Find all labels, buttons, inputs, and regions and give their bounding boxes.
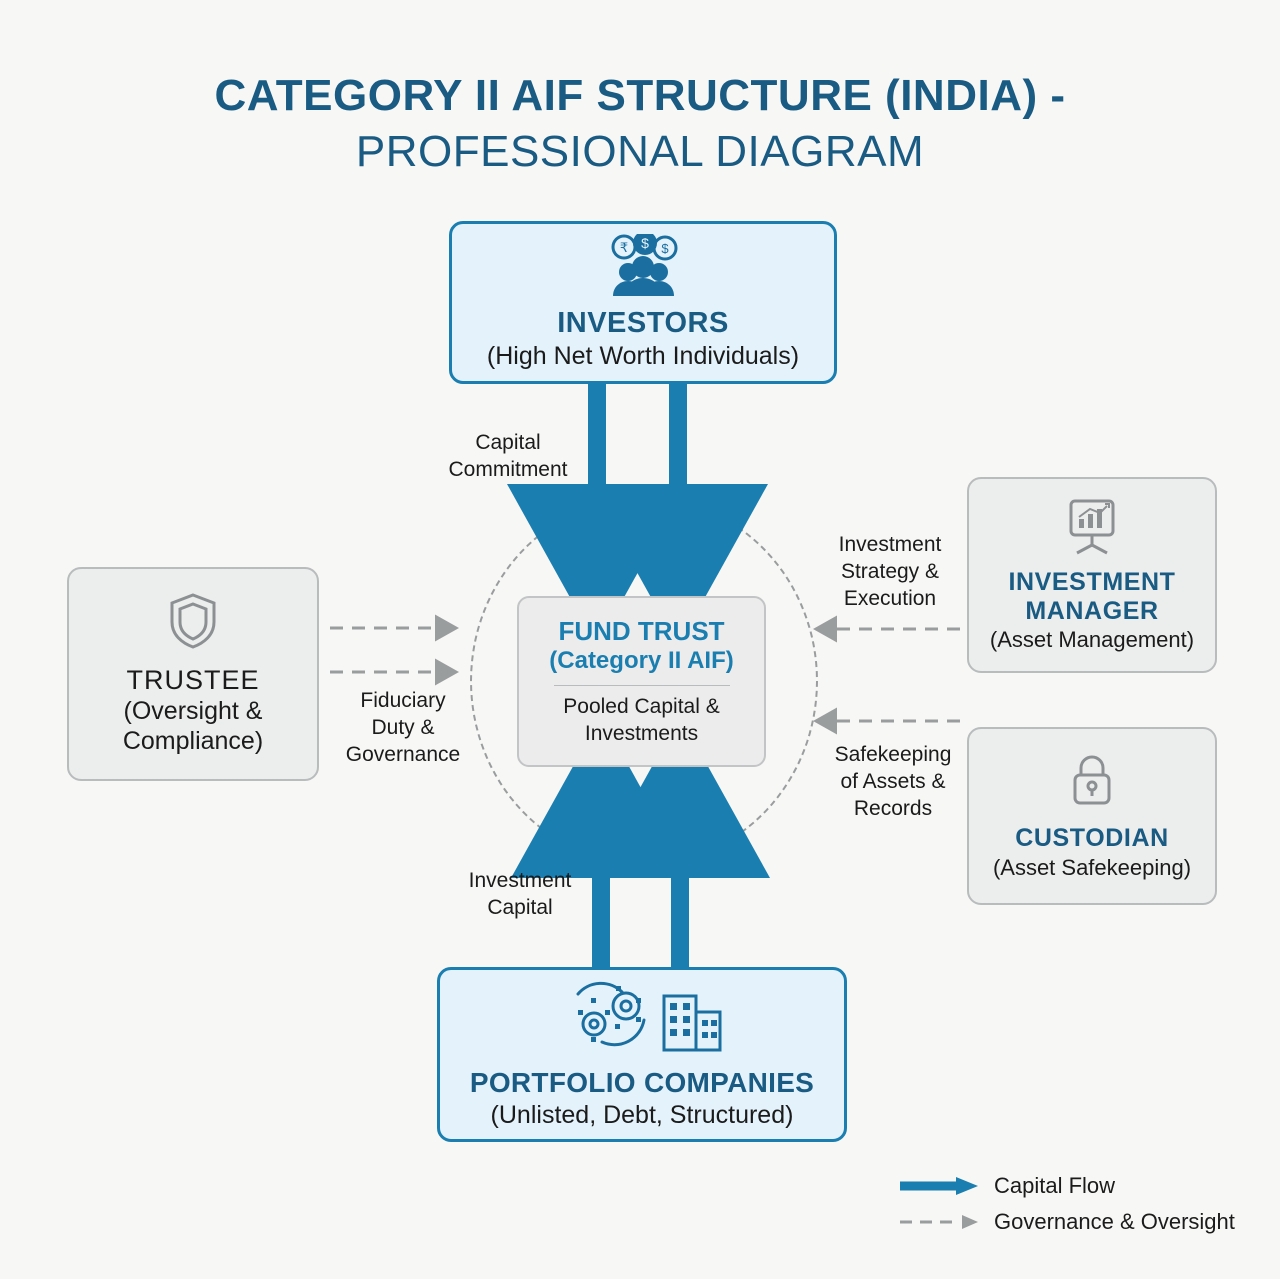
investors-title: INVESTORS (557, 307, 729, 339)
node-trustee[interactable] (67, 567, 319, 781)
chart-presentation-icon (1059, 497, 1125, 562)
custodian-subtitle: (Asset Safekeeping) (992, 855, 1192, 880)
page-title-line2: PROFESSIONAL DIAGRAM (355, 127, 925, 177)
svg-text:$: $ (661, 241, 669, 256)
portfolio-companies-subtitle: (Unlisted, Debt, Structured) (490, 1100, 794, 1129)
legend (898, 1168, 1238, 1240)
edge-label-fiduciary-duty: Fiduciary Duty & Governance (345, 689, 461, 766)
node-fund-trust[interactable] (517, 596, 766, 767)
portfolio-companies-title: PORTFOLIO COMPANIES (469, 1066, 815, 1098)
lock-icon (1067, 751, 1117, 814)
edge-label-investment-strategy: Investment Strategy & Execution (838, 533, 942, 610)
fund-trust-subtitle: (Category II AIF) (549, 647, 734, 675)
investors-subtitle: (High Net Worth Individuals) (486, 342, 800, 370)
arrow-trustee-to-fund (330, 628, 447, 672)
node-portfolio-companies[interactable] (437, 967, 847, 1142)
legend-label-governance: Governance & Oversight (994, 1209, 1235, 1234)
shield-icon (168, 592, 218, 655)
trustee-subtitle-line2: Compliance) (122, 727, 264, 755)
fund-trust-title: FUND TRUST (558, 616, 725, 647)
trustee-subtitle-line1: (Oversight & (123, 696, 263, 725)
node-investment-manager[interactable] (967, 477, 1217, 673)
legend-row-capital-flow (898, 1168, 1238, 1204)
governance-arrow-icon (898, 1212, 980, 1232)
investment-manager-subtitle: (Asset Management) (989, 627, 1195, 653)
fund-trust-divider (554, 685, 730, 686)
fund-trust-detail: Pooled Capital & Investments (563, 695, 720, 745)
svg-text:$: $ (641, 235, 649, 251)
svg-text:₹: ₹ (619, 240, 629, 255)
legend-label-capital-flow: Capital Flow (994, 1173, 1116, 1198)
page-title-line1: CATEGORY II AIF STRUCTURE (INDIA) - (214, 71, 1066, 120)
edge-label-capital-commitment: Capital Commitment (448, 431, 568, 481)
capital-flow-arrow-icon (898, 1176, 980, 1196)
trustee-title: TRUSTEE (126, 664, 260, 695)
edge-label-safekeeping: Safekeeping of Assets & Records (834, 743, 952, 820)
legend-row-governance (898, 1204, 1238, 1240)
node-custodian[interactable] (967, 727, 1217, 905)
page-title (0, 68, 1280, 181)
node-investors[interactable] (449, 221, 837, 384)
gears-building-icon (558, 980, 726, 1059)
custodian-title: CUSTODIAN (1015, 824, 1169, 852)
investment-manager-title-line1: INVESTMENT (1008, 567, 1176, 596)
investors-money-icon (597, 234, 689, 301)
investment-manager-title-line2: MANAGER (1025, 596, 1159, 625)
edge-label-investment-capital: Investment Capital (468, 869, 572, 919)
